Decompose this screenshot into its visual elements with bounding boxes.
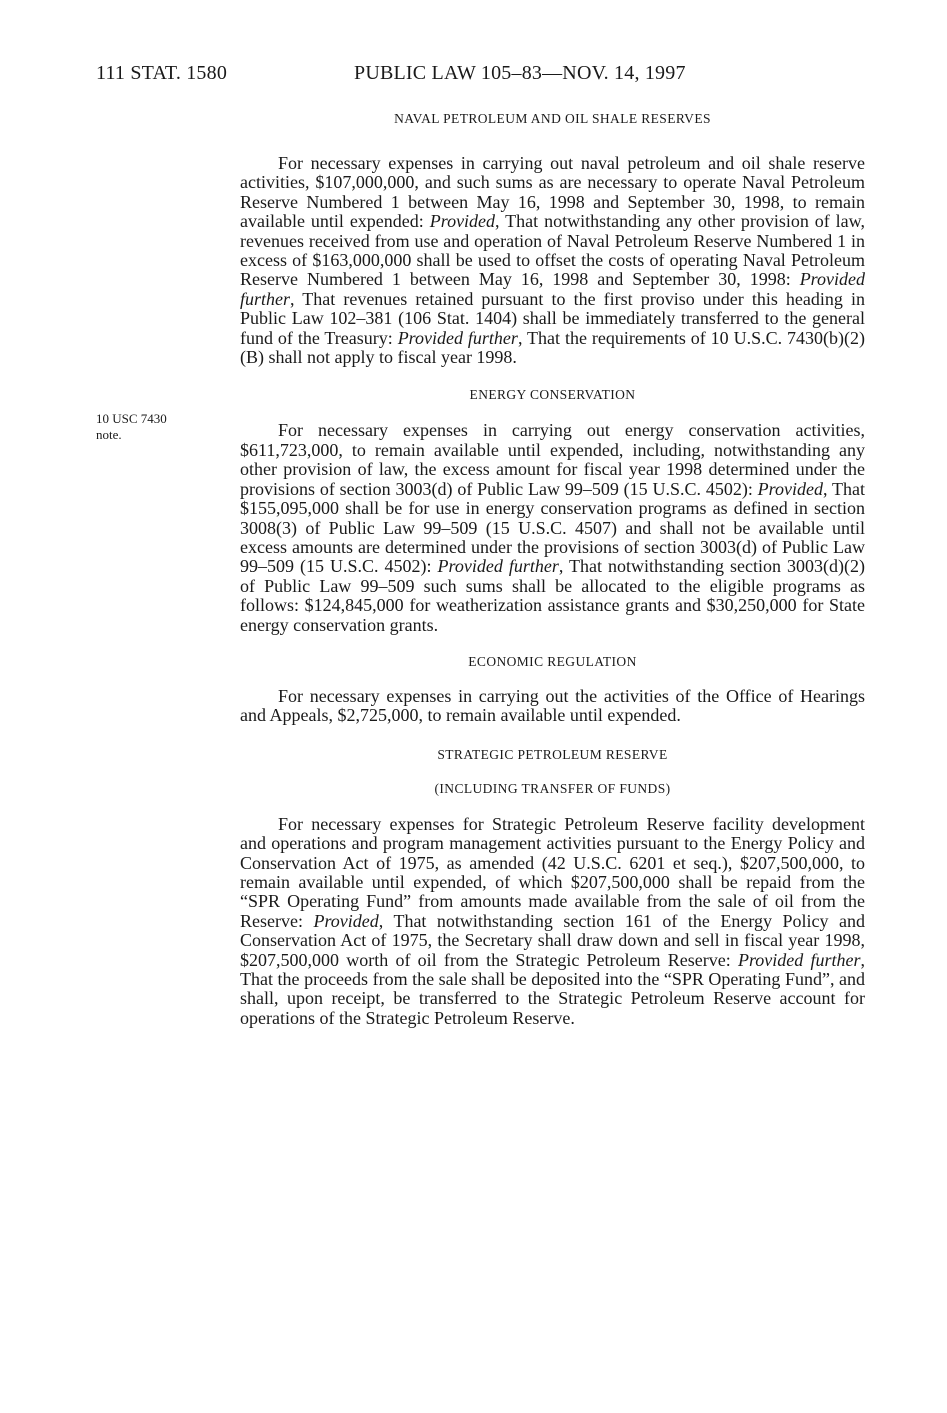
paragraph-energy: For necessary expenses in carrying out energy conservation activities, $611,723,000, to remain available until expended, including, notwithstanding any other provision of law, the excess amount for fiscal year 1998 determined under the provisions of section 3003(d) of Public Law 99–509 (15 U.S.C. 4502): Provided, That $155,095,000 shall be for use in energy conservation programs as defined in section 3008(3) of Public Law 99–509 (15 U.S.C. 4507) and shall not be available until excess amounts are determined under the provisions of section 3003(d) of Public Law 99–509 (15 U.S.C. 4502): Provided further, That notwithstanding section 3003(d)(2) of Public Law 99–509 such sums shall be allocated to the eligible programs as follows: $124,845,000 for weatherization assistance grants and $30,250,000 for State energy conservation grants. — [240, 420, 866, 635]
section-heading-energy: ENERGY CONSERVATION — [469, 387, 636, 403]
paragraph-economic: For necessary expenses in carrying out the activities of the Office of Hearings and Appeals, $2,725,000, to remain available until expended. — [240, 685, 865, 726]
paragraph-naval: For necessary expenses in carrying out naval petroleum and oil shale reserve activities, $107,000,000, and such sums as are necessary to operate Naval Petroleum Reserve Numbered 1 between May 16, 1998 and September 30, 1998, to remain available until expended: Provided, That notwithstanding any other provision of law, revenues received from use and operation of Naval Petroleum Reserve Numbered 1 in excess of $163,000,000 shall be used to offset the costs of operating Naval Petroleum Reserve Numbered 1 between May 16, 1998 and September 30, 1998: Provided further, That revenues retained pursuant to the first proviso under this heading in Public Law 102–381 (106 Stat. 1404) shall be immediately transferred to the general fund of the Treasury: Provided further, That the requirements of 10 U.S.C. 7430(b)(2)(B) shall not apply to fiscal year 1998. — [240, 153, 866, 368]
public-law-citation: PUBLIC LAW 105–83—NOV. 14, 1997 — [354, 62, 686, 84]
statute-page-number: 111 STAT. 1580 — [96, 62, 228, 84]
margin-note-citation: 10 USC 7430 — [96, 411, 167, 426]
margin-note — [96, 411, 206, 443]
section-heading-naval: NAVAL PETROLEUM AND OIL SHALE RESERVES — [394, 111, 711, 126]
section-heading-economic: ECONOMIC REGULATION — [468, 653, 637, 669]
section-heading-spr: STRATEGIC PETROLEUM RESERVE — [437, 746, 668, 762]
section-subheading-spr: (INCLUDING TRANSFER OF FUNDS) — [434, 780, 671, 796]
margin-note-label: note. — [96, 427, 122, 442]
page-header — [96, 62, 866, 88]
paragraph-spr: For necessary expenses for Strategic Petroleum Reserve facility development and operations and program management activities pursuant to the Energy Policy and Conservation Act of 1975, as amended (42 U.S.C. 6201 et seq.), $207,500,000, to remain available until expended, of which $207,500,000 shall be repaid from the “SPR Operating Fund” from amounts made available from the sale of oil from the Reserve: Provided, That notwithstanding section 161 of the Energy Policy and Conservation Act of 1975, the Secretary shall draw down and sell in fiscal year 1998, $207,500,000 worth of oil from the Strategic Petroleum Reserve: Provided further, That the proceeds from the sale shall be deposited into the “SPR Operating Fund”, and shall, upon receipt, be transferred to the Strategic Petroleum Reserve account for operations of the Strategic Petroleum Reserve. — [240, 813, 866, 1028]
main-content — [240, 110, 865, 1028]
